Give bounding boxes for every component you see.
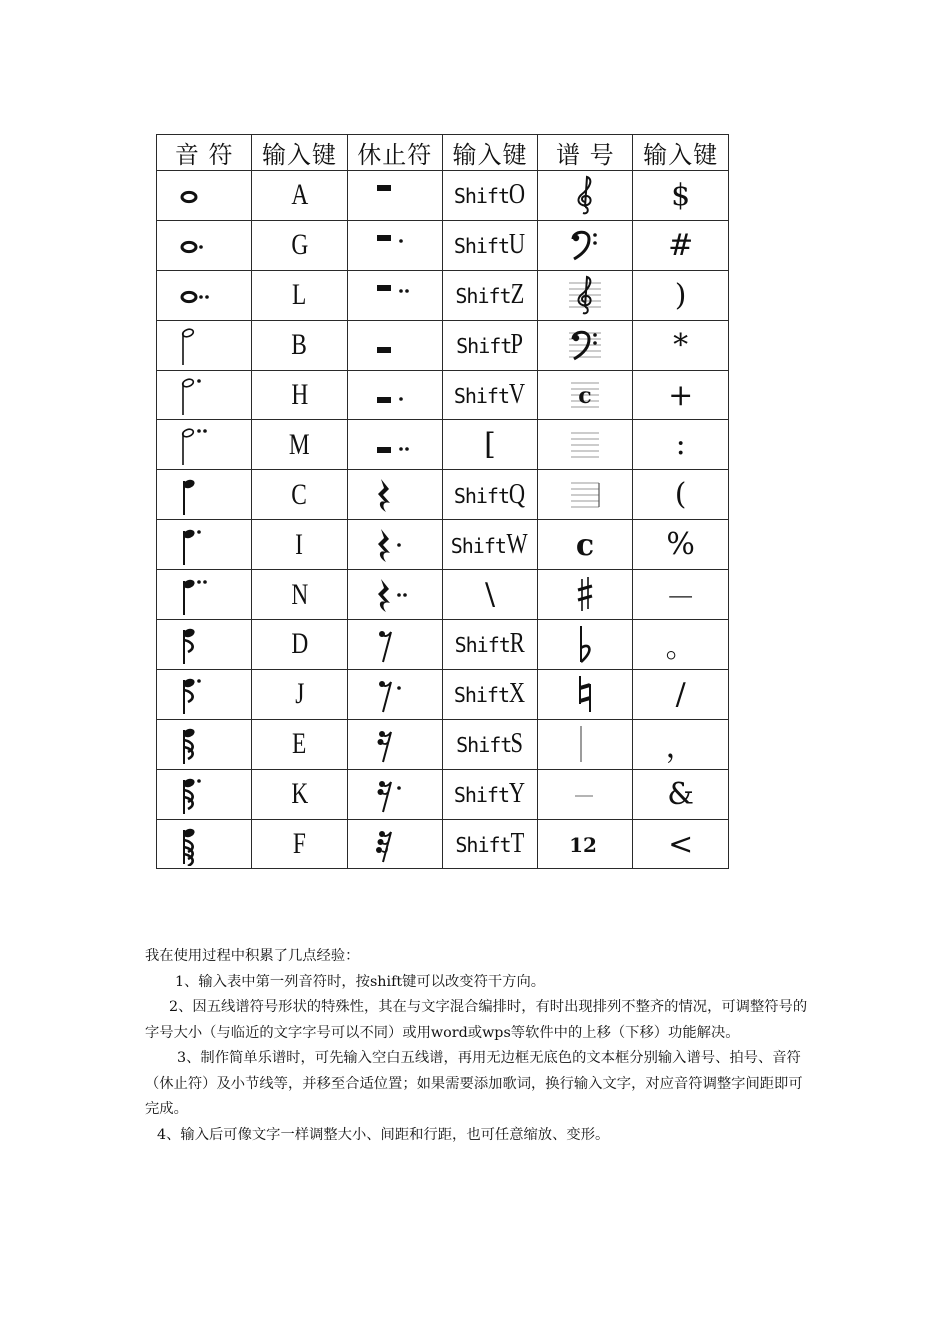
note-key-cell — [252, 669, 347, 719]
rest-key: Z — [510, 279, 524, 311]
clef-key-cell — [633, 520, 728, 570]
clef-cell — [538, 669, 633, 719]
rest-key: U — [508, 229, 525, 261]
rest-cell — [347, 171, 442, 221]
note-key: H — [290, 378, 308, 411]
rest-key-cell — [442, 719, 537, 769]
shift-key-combo — [455, 628, 526, 660]
table-row — [157, 171, 729, 221]
note-cell — [157, 769, 252, 819]
clef-key-cell — [633, 769, 728, 819]
note-key-cell — [252, 719, 347, 769]
note-cell — [157, 220, 252, 270]
rest-cell — [347, 570, 442, 620]
clef-key: : — [675, 427, 686, 463]
note-key-cell — [252, 370, 347, 420]
note-key: K — [290, 777, 308, 811]
symbol-input-table — [156, 134, 729, 869]
rest-cell — [347, 370, 442, 420]
half-rest-icon — [367, 325, 423, 365]
clef-cell — [538, 370, 633, 420]
rest-key-cell — [442, 370, 537, 420]
header-rest: 休止符 — [347, 135, 442, 171]
double-dotted-half-note-icon — [179, 423, 229, 467]
table-row — [157, 520, 729, 570]
rest-key-cell — [442, 769, 537, 819]
clef-key-cell — [633, 620, 728, 670]
rest-key-cell — [442, 171, 537, 221]
shift-prefix: Shift — [453, 783, 510, 808]
table-row — [157, 220, 729, 270]
treble-clef-staff-icon — [557, 273, 613, 317]
note-cell — [157, 570, 252, 620]
eighth-note-icon — [179, 622, 229, 666]
tip-2: 2、因五线谱符号形状的特殊性，其在与文字混合编排时，有时出现排列不整齐的情况，可调整符号的字号大小（与临近的文字字号可以不同）或用word或wps等软件中的上移（下移）功能解决。 — [145, 999, 808, 1041]
shift-prefix: Shift — [454, 633, 510, 658]
common-time-staff-icon — [557, 373, 613, 417]
double-dotted-quarter-note-icon — [179, 573, 229, 617]
clef-cell — [538, 470, 633, 520]
header-note: 音 符 — [157, 135, 252, 171]
rest-cell — [347, 620, 442, 670]
quarter-rest-icon — [367, 475, 423, 515]
shift-prefix: Shift — [453, 384, 510, 408]
rest-key: V — [508, 379, 525, 410]
clef-key: ) — [674, 277, 687, 313]
note-key-cell — [252, 620, 347, 670]
staff-line-segment-icon — [557, 772, 613, 816]
bass-clef-staff-icon — [557, 323, 613, 367]
rest-key-cell — [442, 819, 537, 869]
note-key: J — [294, 677, 304, 711]
flat-icon — [557, 622, 613, 666]
clef-key: & — [667, 776, 694, 812]
rest-key: R — [509, 628, 524, 660]
rest-key-cell — [442, 620, 537, 670]
shift-prefix: Shift — [453, 234, 510, 259]
rest-key: W — [506, 528, 527, 560]
shift-key-combo — [454, 678, 526, 710]
clef-key: * — [673, 327, 689, 363]
common-time-icon — [557, 523, 613, 567]
header-key: 输入键 — [633, 135, 728, 171]
quarter-note-icon — [179, 473, 229, 517]
clef-cell — [538, 171, 633, 221]
rest-key-cell — [442, 470, 537, 520]
note-key-cell — [252, 570, 347, 620]
rest-key-cell — [442, 420, 537, 470]
table-row — [157, 769, 729, 819]
thirty-second-rest-icon — [367, 824, 423, 864]
double-dotted-whole-rest-icon — [367, 275, 423, 315]
intro-line: 我在使用过程中积累了几点经验： — [145, 948, 360, 964]
clef-cell — [538, 769, 633, 819]
tip-4: 4、输入后可像文字一样调整大小、间距和行距，也可任意缩放、变形。 — [157, 1126, 610, 1143]
double-dotted-quarter-rest-icon — [367, 575, 423, 615]
rest-key: T — [510, 828, 524, 860]
note-key: L — [292, 278, 307, 312]
note-cell — [157, 470, 252, 520]
note-key-cell — [252, 470, 347, 520]
dotted-half-rest-icon — [367, 375, 423, 415]
note-key-cell — [252, 520, 347, 570]
dotted-whole-note-icon — [179, 223, 229, 267]
table-row — [157, 620, 729, 670]
clef-key: ( — [674, 477, 687, 513]
rest-cell — [347, 220, 442, 270]
blank-staff-icon — [557, 423, 613, 467]
dotted-sixteenth-rest-icon — [367, 774, 423, 814]
rest-key: X — [508, 678, 525, 710]
blank-staff-barline-icon — [557, 473, 613, 517]
clef-key-cell — [633, 171, 728, 221]
notes-text — [145, 944, 813, 1148]
sharp-icon — [557, 573, 613, 617]
thirty-second-note-icon — [179, 822, 229, 866]
eighth-rest-icon — [367, 624, 423, 664]
shift-key-combo — [451, 529, 530, 561]
tip-1: 1、输入表中第一列音符时，按shift键可以改变符干方向。 — [175, 973, 546, 990]
clef-cell — [538, 570, 633, 620]
note-key: M — [289, 427, 310, 461]
natural-icon — [557, 672, 613, 716]
double-dotted-half-rest-icon — [367, 425, 423, 465]
clef-cell — [538, 420, 633, 470]
rest-key: \ — [484, 577, 496, 613]
dotted-eighth-rest-icon — [367, 674, 423, 714]
header-key: 输入键 — [442, 135, 537, 171]
rest-key: P — [510, 329, 523, 361]
time-signature-12-icon — [557, 822, 613, 866]
note-cell — [157, 270, 252, 320]
rest-cell — [347, 719, 442, 769]
shift-key-combo — [454, 479, 526, 511]
shift-prefix: Shift — [455, 833, 511, 858]
clef-key-cell — [633, 370, 728, 420]
shift-prefix: Shift — [453, 683, 510, 708]
rest-key: S — [510, 728, 523, 760]
shift-prefix: Shift — [453, 483, 510, 508]
shift-prefix: Shift — [453, 184, 510, 209]
clef-key: / — [675, 676, 686, 712]
rest-cell — [347, 520, 442, 570]
table-row — [157, 669, 729, 719]
note-key-cell — [252, 769, 347, 819]
note-cell — [157, 370, 252, 420]
sixteenth-note-icon — [179, 722, 229, 766]
note-key: N — [290, 577, 308, 611]
time-sig-text: 12 — [569, 833, 598, 858]
clef-key: < — [668, 826, 694, 862]
note-key-cell — [252, 320, 347, 370]
clef-cell — [538, 220, 633, 270]
clef-key: ， — [665, 730, 696, 766]
clef-key-cell — [633, 220, 728, 270]
note-cell — [157, 520, 252, 570]
note-key-cell — [252, 819, 347, 869]
note-cell — [157, 171, 252, 221]
rest-cell — [347, 270, 442, 320]
dotted-quarter-rest-icon — [367, 525, 423, 565]
rest-key: Y — [508, 778, 525, 810]
rest-key-cell — [442, 270, 537, 320]
shift-key-combo — [456, 728, 524, 760]
whole-rest-icon — [367, 175, 423, 215]
clef-key: # — [668, 227, 694, 263]
table-row — [157, 819, 729, 869]
clef-key-cell — [633, 570, 728, 620]
note-key-cell — [252, 171, 347, 221]
tip-3: 3、制作简单乐谱时，可先输入空白五线谱，再用无边框无底色的文本框分别输入谱号、拍号、音符（休止符）及小节线等，并移至合适位置；如果需要添加歌词，换行输入文字，对应音符调整字间距即可完成。 — [145, 1050, 803, 1117]
note-key-cell — [252, 420, 347, 470]
clef-key-cell — [633, 819, 728, 869]
table-row — [157, 320, 729, 370]
note-cell — [157, 620, 252, 670]
clef-key-cell — [633, 719, 728, 769]
note-key: G — [290, 228, 308, 262]
clef-key-cell — [633, 270, 728, 320]
note-key: B — [291, 328, 308, 362]
rest-cell — [347, 420, 442, 470]
clef-key: 。 — [665, 630, 696, 666]
shift-prefix: Shift — [455, 284, 511, 309]
note-key-cell — [252, 220, 347, 270]
dotted-quarter-note-icon — [179, 523, 229, 567]
note-key: F — [292, 827, 306, 861]
dotted-half-note-icon — [179, 373, 229, 417]
note-key: I — [295, 527, 304, 561]
table-row — [157, 719, 729, 769]
table-row — [157, 570, 729, 620]
clef-cell — [538, 819, 633, 869]
rest-key-cell — [442, 220, 537, 270]
rest-key-cell — [442, 570, 537, 620]
half-note-icon — [179, 323, 229, 367]
shift-key-combo — [454, 778, 526, 810]
shift-prefix: Shift — [450, 533, 506, 558]
clef-key: － — [665, 580, 696, 616]
common-time-text: c — [576, 527, 595, 563]
rest-cell — [347, 470, 442, 520]
header-clef: 谱 号 — [538, 135, 633, 171]
treble-clef-icon — [557, 173, 613, 217]
clef-key: $ — [671, 177, 691, 213]
note-cell — [157, 320, 252, 370]
note-cell — [157, 420, 252, 470]
clef-key-cell — [633, 420, 728, 470]
clef-cell — [538, 719, 633, 769]
shift-key-combo — [455, 828, 524, 860]
sixteenth-rest-icon — [367, 724, 423, 764]
shift-key-combo — [456, 329, 524, 361]
dotted-sixteenth-note-icon — [179, 772, 229, 816]
dotted-whole-rest-icon — [367, 225, 423, 265]
rest-key: Q — [508, 478, 525, 510]
note-cell — [157, 719, 252, 769]
rest-cell — [347, 819, 442, 869]
shift-prefix: Shift — [456, 733, 512, 758]
table-row — [157, 470, 729, 520]
rest-key: O — [508, 179, 525, 211]
rest-cell — [347, 669, 442, 719]
note-key: C — [291, 477, 308, 511]
rest-key-cell — [442, 320, 537, 370]
table-row — [157, 370, 729, 420]
clef-key: + — [668, 377, 694, 413]
bass-clef-icon — [557, 223, 613, 267]
table-header-row — [157, 135, 729, 171]
shift-key-combo — [454, 179, 526, 211]
clef-key: % — [666, 527, 695, 563]
whole-note-icon — [179, 173, 229, 217]
shift-key-combo — [454, 379, 526, 411]
clef-key-cell — [633, 470, 728, 520]
clef-key-cell — [633, 320, 728, 370]
clef-cell — [538, 620, 633, 670]
rest-cell — [347, 320, 442, 370]
note-key: A — [290, 178, 308, 212]
barline-icon — [557, 722, 613, 766]
note-key: D — [290, 627, 308, 661]
rest-cell — [347, 769, 442, 819]
clef-cell — [538, 520, 633, 570]
dotted-eighth-note-icon — [179, 672, 229, 716]
note-key-cell — [252, 270, 347, 320]
rest-key-cell — [442, 520, 537, 570]
shift-key-combo — [455, 279, 524, 311]
clef-cell — [538, 320, 633, 370]
table-row — [157, 420, 729, 470]
common-time-text: c — [578, 383, 593, 409]
clef-cell — [538, 270, 633, 320]
shift-prefix: Shift — [456, 334, 512, 359]
clef-key-cell — [633, 669, 728, 719]
double-dotted-whole-note-icon — [179, 273, 229, 317]
rest-key: [ — [484, 427, 496, 463]
table-row — [157, 270, 729, 320]
shift-key-combo — [454, 229, 526, 261]
header-key: 输入键 — [252, 135, 347, 171]
note-cell — [157, 819, 252, 869]
note-cell — [157, 669, 252, 719]
note-key: E — [292, 727, 307, 761]
rest-key-cell — [442, 669, 537, 719]
